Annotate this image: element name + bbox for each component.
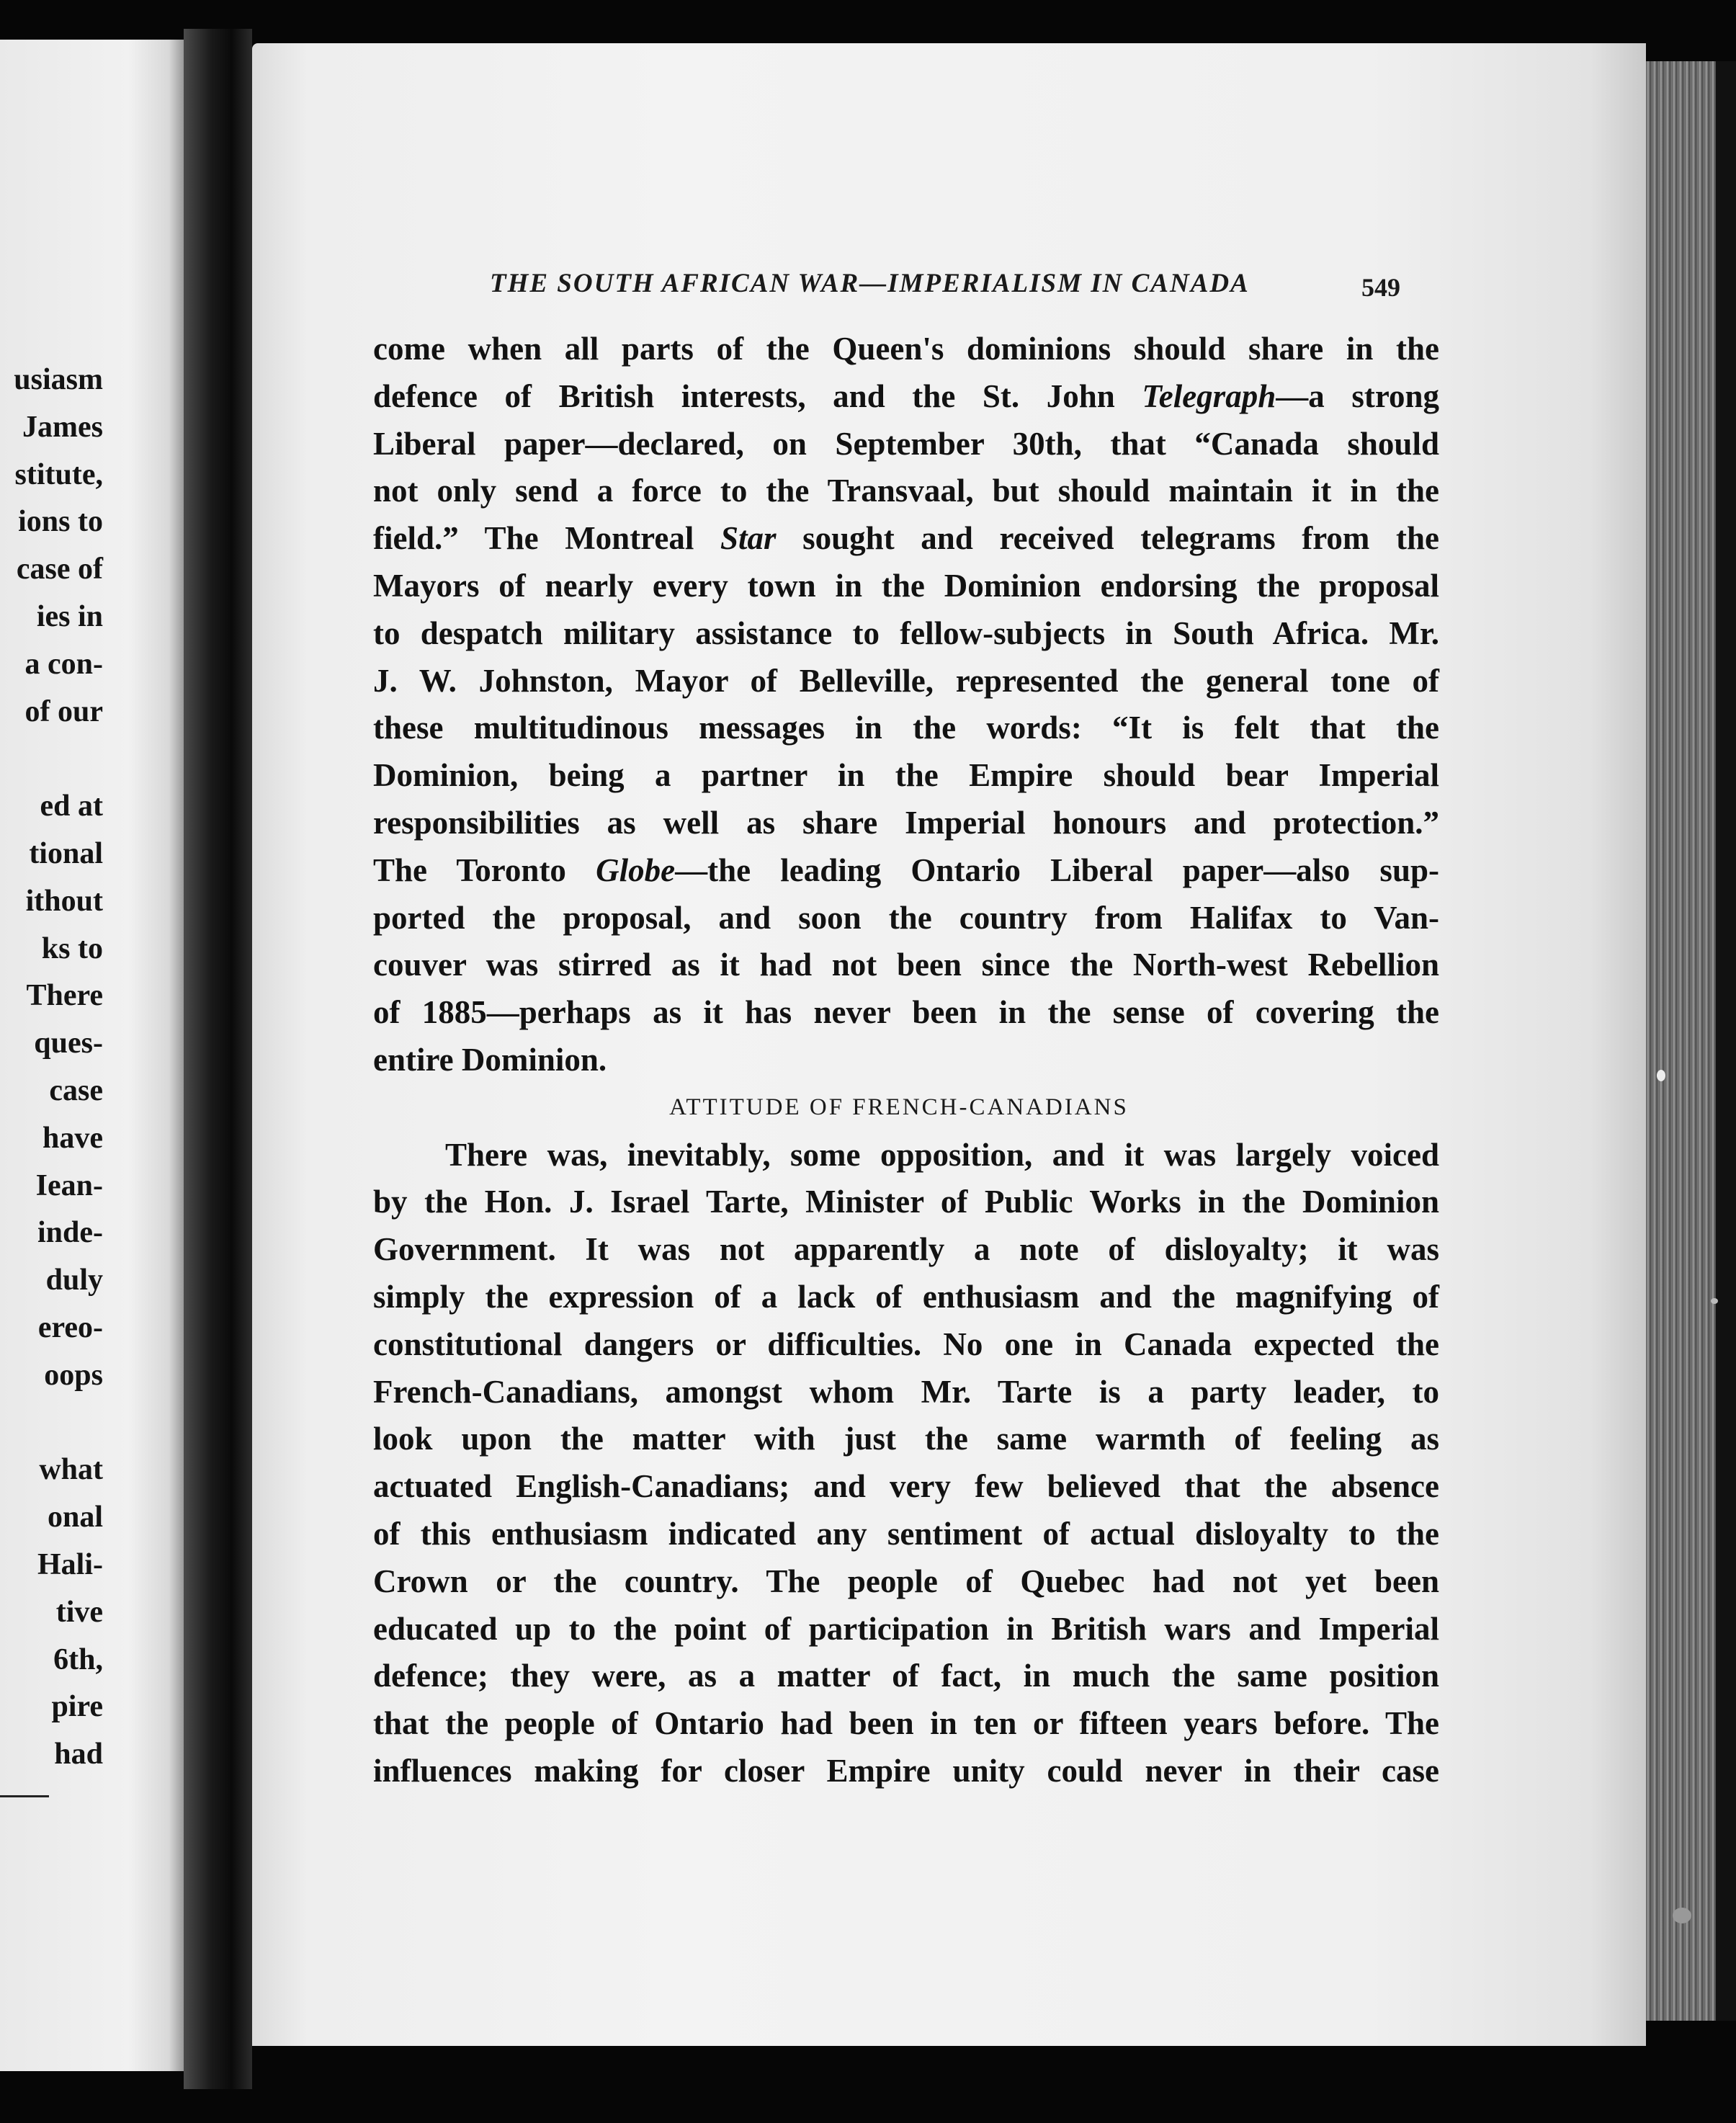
left-page-line: ions to — [18, 505, 103, 539]
left-page-line: ithout — [25, 884, 103, 918]
left-page-line: inde- — [37, 1216, 103, 1250]
left-page-line: oops — [44, 1358, 103, 1392]
page-edges — [1646, 61, 1736, 2021]
body-text — [373, 326, 1439, 1795]
left-page-line: usiasm — [14, 363, 103, 396]
text-line: Government. It was not apparently a note of disloyalty; it was — [373, 1231, 1439, 1268]
text-line: The Toronto Globe—the leading Ontario Liberal paper—also sup- — [373, 852, 1439, 888]
page-number: 549 — [1361, 273, 1400, 302]
scan-speck — [1673, 1908, 1691, 1923]
text-line: Dominion, being a partner in the Empire should bear Imperial — [373, 757, 1439, 794]
left-page-rule — [0, 1795, 49, 1797]
left-page-line: case of — [16, 553, 103, 586]
left-page-line: onal — [47, 1501, 103, 1534]
text-line: Mayors of nearly every town in the Dominion endorsing the proposal — [373, 567, 1439, 604]
left-page-line — [14, 1400, 103, 1447]
text-line: these multitudinous messages in the words: “It is felt that the — [373, 710, 1439, 746]
left-page-line: have — [42, 1121, 103, 1155]
text-line: entire Dominion. — [373, 1041, 607, 1078]
newspaper-title: Telegraph — [1142, 377, 1276, 414]
text-line: not only send a force to the Transvaal, but should maintain it in the — [373, 473, 1439, 509]
scan-speck — [1657, 1070, 1665, 1081]
left-page-line: had — [54, 1738, 103, 1771]
text-line: ported the proposal, and soon the country from Halifax to Van- — [373, 899, 1439, 936]
text-line: come when all parts of the Queen's dominions should share in the — [373, 331, 1439, 367]
left-page-line: ies in — [36, 599, 103, 633]
left-page-line: tive — [55, 1595, 103, 1629]
text-line: of this enthusiasm indicated any sentiment of actual disloyalty to the — [373, 1515, 1439, 1552]
text-line: Crown or the country. The people of Quebec had not yet been — [373, 1563, 1439, 1599]
text-line: by the Hon. J. Israel Tarte, Minister of Public Works in the Dominion — [373, 1184, 1439, 1220]
left-page-line: There — [26, 979, 103, 1013]
book-gutter — [184, 29, 252, 2089]
text-line: French-Canadians, amongst whom Mr. Tarte is a party leader, to — [373, 1373, 1439, 1410]
left-page-line: pire — [51, 1690, 103, 1724]
left-page-line: 6th, — [53, 1642, 103, 1676]
text-line: couver was stirred as it had not been since the North-west Rebellion — [373, 947, 1439, 983]
text-line: There was, inevitably, some opposition, and it was largely voiced — [445, 1136, 1439, 1173]
text-line: look upon the matter with just the same warmth of feeling as — [373, 1421, 1439, 1457]
text-line: J. W. Johnston, Mayor of Belleville, represented the general tone of — [373, 662, 1439, 699]
left-page-line: James — [22, 410, 103, 444]
section-heading: ATTITUDE OF FRENCH-CANADIANS — [669, 1094, 1129, 1120]
text-line: that the people of Ontario had been in ten or fifteen years before. The — [373, 1705, 1439, 1742]
left-page-line: ks to — [41, 931, 103, 965]
left-page-line: Iean- — [35, 1168, 103, 1202]
left-page-text — [14, 357, 103, 1779]
left-page-line: ques- — [34, 1027, 103, 1060]
text-line: Liberal paper—declared, on September 30th, that “Canada should — [373, 425, 1439, 462]
text-line: influences making for closer Empire unity could never in their case — [373, 1752, 1439, 1789]
left-page-line: duly — [45, 1264, 103, 1297]
left-page-line: a con- — [24, 647, 103, 681]
left-page-line — [14, 736, 103, 783]
left-page-line: case — [49, 1073, 103, 1107]
left-page-line: what — [39, 1453, 103, 1487]
left-page-line: ereo- — [37, 1310, 103, 1344]
newspaper-title: Star — [720, 520, 777, 557]
text-line: defence of British interests, and the St. John Telegraph—a strong — [373, 377, 1440, 414]
text-line: educated up to the point of participation in British wars and Imperial — [373, 1610, 1439, 1647]
text-line: to despatch military assistance to fellow-subjects in South Africa. Mr. — [373, 614, 1439, 651]
running-header: THE SOUTH AFRICAN WAR—IMPERIALISM IN CANADA — [490, 269, 1250, 298]
text-line: of 1885—perhaps as it has never been in the sense of covering the — [373, 994, 1439, 1031]
text-line: simply the expression of a lack of enthusiasm and the magnifying of — [373, 1278, 1439, 1315]
text-line: responsibilities as well as share Imperial honours and protection.” — [373, 804, 1439, 841]
left-page-line: stitute, — [14, 457, 103, 491]
left-page-line: of our — [24, 694, 103, 728]
left-page — [0, 40, 184, 2071]
newspaper-title: Globe — [596, 852, 676, 888]
text-line: actuated English-Canadians; and very few believed that the absence — [373, 1468, 1439, 1505]
scan-speck — [1711, 1298, 1718, 1304]
text-line: field.” The Montreal Star sought and received telegrams from the — [373, 520, 1439, 557]
text-line: constitutional dangers or difficulties. No one in Canada expected the — [373, 1326, 1439, 1362]
left-page-line: Hali- — [37, 1547, 103, 1581]
text-line: defence; they were, as a matter of fact, in much the same position — [373, 1658, 1439, 1694]
left-page-line: ed at — [40, 790, 103, 823]
left-page-line: tional — [29, 836, 103, 870]
